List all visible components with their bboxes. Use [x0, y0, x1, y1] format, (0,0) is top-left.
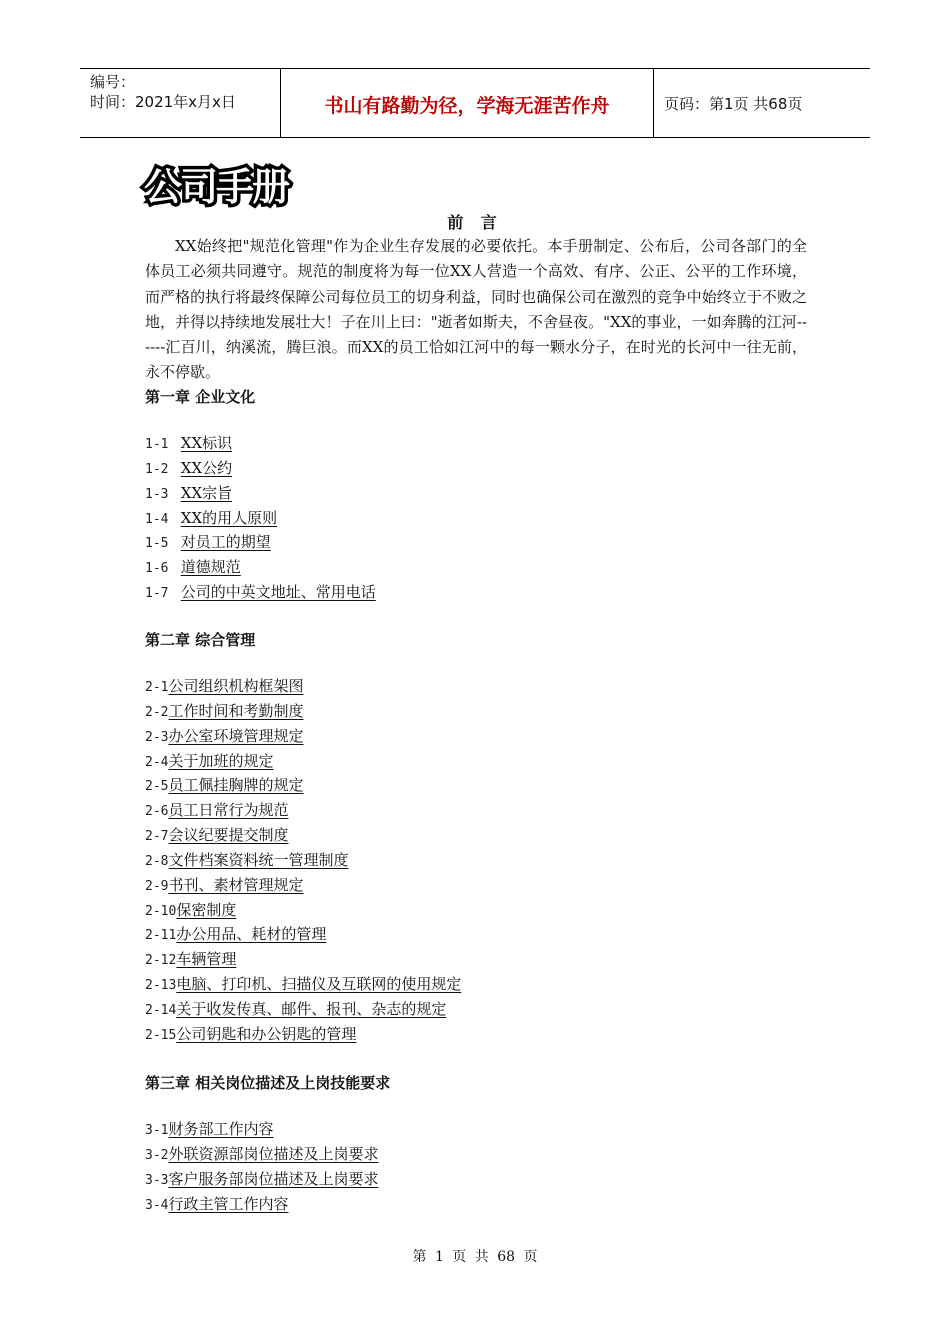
chapter-1-heading: 第一章 企业文化 [145, 388, 256, 406]
toc-item-number: 2-2 [145, 704, 169, 720]
toc-item [145, 724, 461, 749]
toc-item-number: 2-9 [145, 878, 169, 894]
toc-item-number: 2-13 [145, 978, 177, 994]
header-motto-cell [281, 69, 654, 137]
toc-item [145, 481, 376, 506]
toc-item [145, 1142, 379, 1167]
toc-link[interactable]: 关于收发传真、邮件、报刊、杂志的规定 [176, 999, 447, 1018]
toc-item [145, 798, 461, 823]
toc-item [145, 873, 461, 898]
toc-link[interactable]: 会议纪要提交制度 [168, 826, 289, 845]
preface-heading: 前 言 [447, 213, 503, 232]
toc-link[interactable]: 办公室环境管理规定 [168, 726, 304, 745]
toc-item [145, 555, 376, 580]
toc-item-number: 2-14 [145, 1002, 177, 1018]
toc-item-number: 1-2 [145, 461, 169, 477]
preface-paragraph: XX始终把"规范化管理"作为企业生存发展的必要依托。本手册制定、公布后，公司各部门的全体员工必须共同遵守。规范的制度将为每一位XX人营造一个高效、有序、公正、公平的工作环境，而严格的执行将最终保障公司每位员工的切身利益，同时也确保公司在激烈的竞争中始终立于不败之地，并得以持续地发展壮大！子在川上曰："逝者如斯夫，不舍昼夜。"XX的事业，一如奔腾的江河------汇百川，纳溪流，腾巨浪。而XX的员工恰如江河中的每一颗水分子，在时光的长河中一往无前，永不停歇。 [145, 237, 807, 382]
toc-item-number: 2-15 [145, 1027, 177, 1043]
toc-link[interactable]: XX宗旨 [180, 483, 233, 502]
toc-item [145, 848, 461, 873]
chapter-2-toc [145, 674, 461, 1047]
toc-item-number: 1-3 [145, 486, 169, 502]
toc-item-number: 2-8 [145, 853, 169, 869]
toc-item [145, 699, 461, 724]
toc-item [145, 997, 461, 1022]
toc-item-number: 2-1 [145, 680, 169, 695]
motto-text: 书山有路勤为径，学海无涯苦作舟 [324, 95, 610, 117]
toc-item-number: 1-6 [145, 561, 169, 577]
toc-link[interactable]: 道德规范 [180, 558, 241, 577]
toc-item [145, 1192, 379, 1217]
toc-item-number: 3-3 [145, 1172, 169, 1188]
toc-item-number: 2-3 [145, 729, 169, 745]
page-footer: 第 1 页 共 68 页 [412, 1249, 538, 1265]
toc-link[interactable]: 公司组织机构框架图 [168, 677, 304, 695]
toc-item-number: 2-5 [145, 779, 169, 795]
toc-link[interactable]: 员工佩挂胸牌的规定 [168, 776, 304, 795]
document-title: 公司手册 [144, 165, 289, 209]
time-label: 时间：2021年x月x日 [90, 93, 236, 111]
toc-item [145, 1167, 379, 1192]
toc-link[interactable]: 车辆管理 [176, 950, 237, 969]
toc-item [145, 773, 461, 798]
toc-item-number: 3-2 [145, 1147, 169, 1163]
toc-link[interactable]: 办公用品、耗材的管理 [176, 925, 327, 944]
toc-link[interactable]: 客户服务部岗位描述及上岗要求 [168, 1169, 379, 1188]
toc-item [145, 749, 461, 774]
toc-link[interactable]: 行政主管工作内容 [168, 1194, 289, 1213]
toc-item [145, 506, 376, 531]
toc-item [145, 1117, 379, 1142]
toc-link[interactable]: 关于加班的规定 [168, 751, 274, 770]
toc-link[interactable]: XX公约 [180, 458, 233, 477]
toc-link[interactable]: 保密制度 [176, 900, 237, 919]
toc-item-number: 2-10 [145, 903, 177, 919]
number-label: 编号： [90, 73, 136, 91]
chapter-3-heading: 第三章 相关岗位描述及上岗技能要求 [145, 1074, 391, 1092]
toc-link[interactable]: 电脑、打印机、扫描仪及互联网的使用规定 [176, 975, 462, 994]
toc-item [145, 922, 461, 947]
toc-item [145, 674, 461, 699]
toc-link[interactable]: 员工日常行为规范 [168, 801, 289, 820]
toc-item-number: 2-12 [145, 953, 177, 969]
chapter-1-toc [145, 431, 376, 605]
header-page-info: 页码：第1页 共68页 [664, 95, 803, 113]
toc-link[interactable]: XX的用人原则 [180, 508, 278, 527]
toc-link[interactable]: 工作时间和考勤制度 [168, 701, 304, 720]
toc-item-number: 1-7 [145, 586, 169, 602]
toc-item-number: 1-5 [145, 536, 169, 552]
toc-item-number: 2-11 [145, 928, 177, 944]
toc-item [145, 823, 461, 848]
toc-item [145, 898, 461, 923]
chapter-3-toc [145, 1117, 379, 1216]
toc-item-number: 1-4 [145, 511, 169, 527]
toc-item [145, 530, 376, 555]
header-page-cell [654, 69, 870, 137]
toc-item [145, 972, 461, 997]
toc-item [145, 947, 461, 972]
toc-item [145, 456, 376, 481]
toc-item [145, 580, 376, 605]
chapter-2-heading: 第二章 综合管理 [145, 631, 256, 649]
toc-link[interactable]: 文件档案资料统一管理制度 [168, 850, 349, 869]
toc-item-number: 2-7 [145, 829, 169, 845]
header-meta-cell [80, 69, 281, 137]
toc-link[interactable]: XX标识 [180, 434, 233, 452]
toc-link[interactable]: 对员工的期望 [180, 533, 271, 552]
page-header [80, 68, 870, 138]
toc-link[interactable]: 书刊、素材管理规定 [168, 875, 304, 894]
toc-item-number: 3-1 [145, 1123, 169, 1138]
toc-item-number: 2-4 [145, 754, 169, 770]
toc-item-number: 2-6 [145, 804, 169, 820]
toc-item [145, 431, 376, 456]
toc-item-number: 1-1 [145, 437, 169, 452]
toc-link[interactable]: 公司的中英文地址、常用电话 [180, 583, 376, 602]
toc-item [145, 1022, 461, 1047]
toc-link[interactable]: 公司钥匙和办公钥匙的管理 [176, 1024, 357, 1043]
toc-link[interactable]: 财务部工作内容 [168, 1120, 274, 1138]
toc-link[interactable]: 外联资源部岗位描述及上岗要求 [168, 1144, 379, 1163]
toc-item-number: 3-4 [145, 1197, 169, 1213]
